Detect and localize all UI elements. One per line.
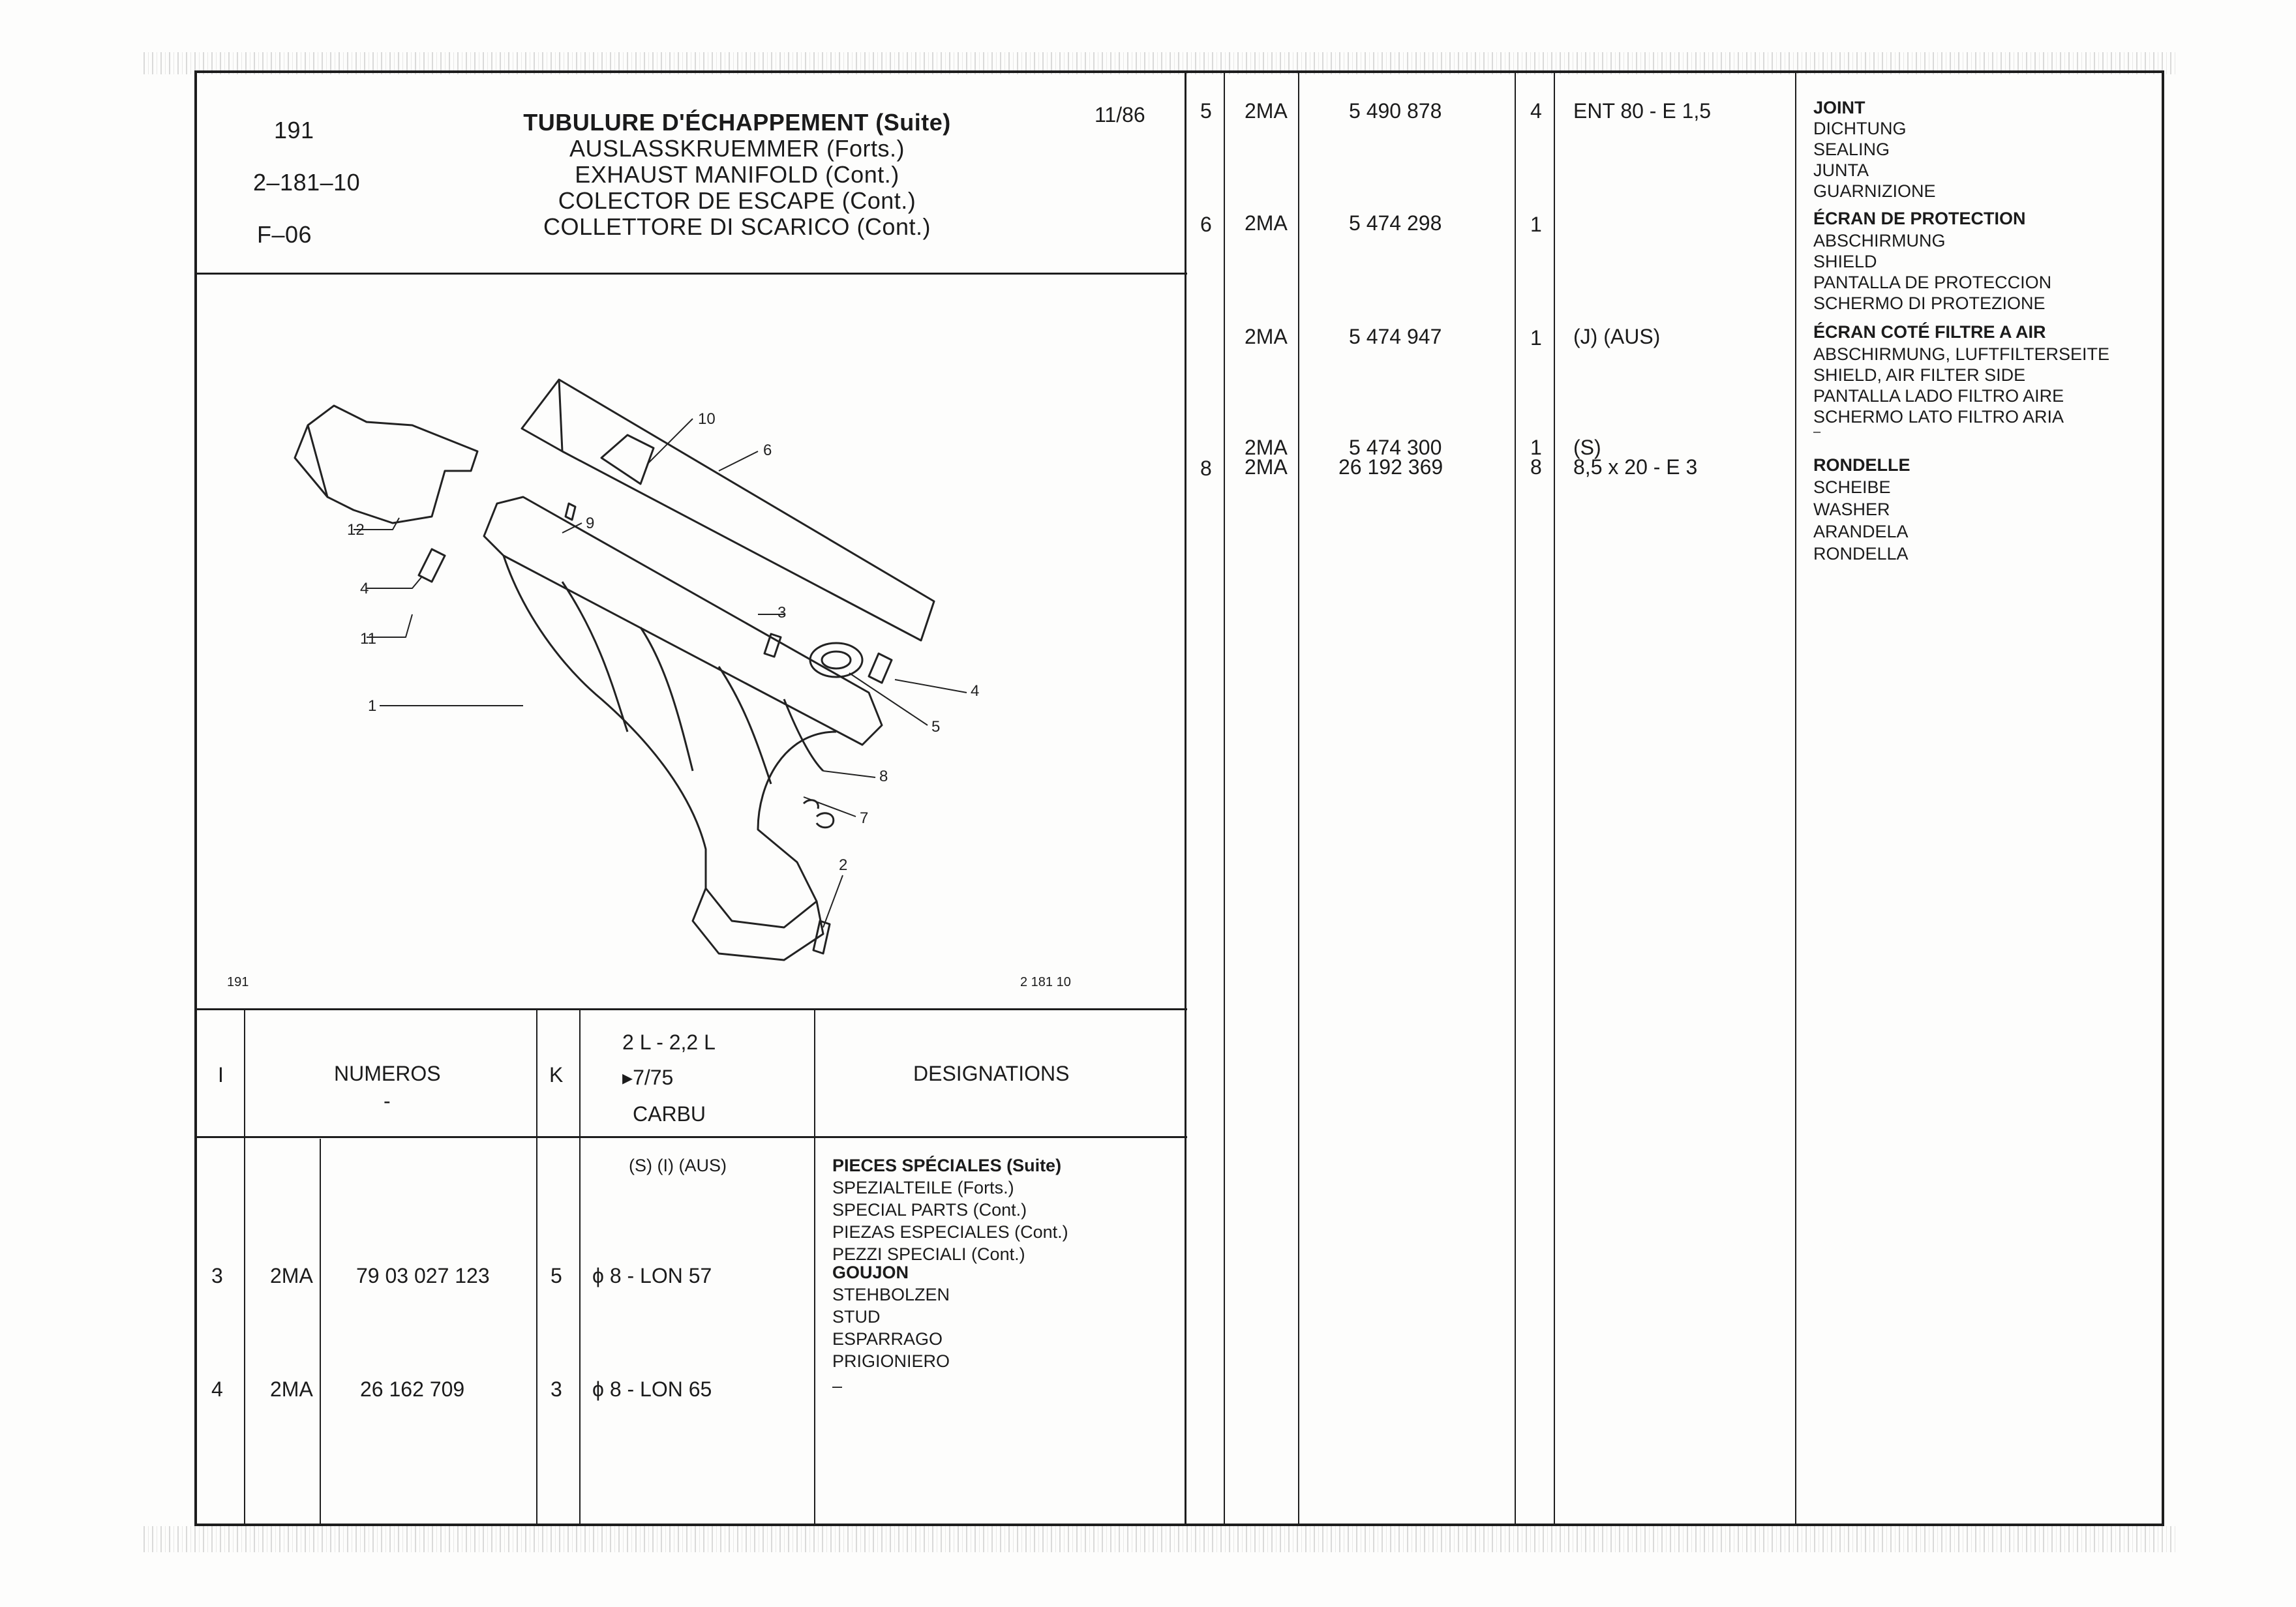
row-qty: 8 [1530, 455, 1542, 479]
row-desig-fr: GOUJON [832, 1263, 909, 1282]
row-model: 2MA [1245, 99, 1288, 123]
row-desig-de: STEHBOLZEN [832, 1285, 950, 1304]
title-es: COLECTOR DE ESCAPE (Cont.) [558, 187, 916, 214]
row-desig-es: PANTALLA LADO FILTRO AIRE [1813, 386, 2064, 406]
row-desig-de: ABSCHIRMUNG, LUFTFILTERSEITE [1813, 344, 2110, 364]
callout-7: 7 [860, 809, 869, 827]
callout-8: 8 [879, 768, 888, 785]
col-header-spec-1: 2 L - 2,2 L [622, 1030, 716, 1054]
row-number: 26 162 709 [360, 1377, 465, 1401]
row-desig-de: ABSCHIRMUNG [1813, 231, 1946, 250]
row-item: 8 [1200, 457, 1212, 480]
row-item: 6 [1200, 213, 1212, 236]
table-header-divider [194, 1136, 1187, 1138]
callout-4-right: 4 [971, 682, 980, 700]
row-model: 2MA [1245, 455, 1288, 479]
frame-right [2162, 70, 2164, 1526]
section-note: (S) (I) (AUS) [629, 1156, 727, 1175]
row-spec: ENT 80 - E 1,5 [1573, 99, 1712, 123]
row-desig-de: DICHTUNG [1813, 119, 1907, 138]
figure-label-right: 2 181 10 [1020, 975, 1071, 989]
row-number: 26 192 369 [1338, 455, 1443, 479]
row-spec: (S) [1573, 436, 1601, 459]
row-number: 5 474 947 [1349, 325, 1442, 348]
row-item: 4 [211, 1377, 223, 1401]
section-title-de: SPEZIALTEILE (Forts.) [832, 1178, 1014, 1197]
exhaust-manifold-diagram [197, 275, 1185, 1007]
title-fr: TUBULURE D'ÉCHAPPEMENT (Suite) [523, 109, 951, 136]
row-desig-it: GUARNIZIONE [1813, 181, 1936, 201]
table-row [1187, 210, 2162, 321]
row-number: 5 474 298 [1349, 211, 1442, 235]
table-row [1187, 455, 2162, 566]
row-desig-es: ESPARRAGO [832, 1329, 943, 1349]
row-qty: 3 [551, 1377, 562, 1401]
table-row [197, 1263, 1182, 1380]
frame-top [194, 70, 2164, 73]
col-header-spec-2: ▸7/75 [622, 1066, 674, 1089]
figure-divider [194, 1008, 1187, 1010]
col-header-k: K [549, 1063, 564, 1087]
frame-bottom [194, 1524, 2164, 1526]
row-desig-es: ARANDELA [1813, 522, 1909, 541]
left-panel-right-edge [1185, 70, 1186, 1526]
row-item: 5 [1200, 99, 1212, 123]
figure-label-left: 191 [227, 975, 249, 989]
row-desig-en: SHIELD [1813, 252, 1877, 271]
table-row [1187, 98, 2162, 209]
scan-noise-bottom [144, 1526, 2179, 1552]
row-qty: 1 [1530, 436, 1542, 459]
row-desig-en: STUD [832, 1307, 881, 1327]
row-desig-fr: ÉCRAN COTÉ FILTRE A AIR [1813, 322, 2046, 342]
table-row [1187, 323, 2162, 434]
left-shield-part [295, 406, 477, 523]
row-qty: 5 [551, 1264, 562, 1287]
ref-code: 2–181–10 [253, 169, 361, 196]
callout-10: 10 [698, 410, 716, 428]
row-qty: 4 [1530, 99, 1542, 123]
row-desig-en: WASHER [1813, 500, 1890, 519]
row-desig: – [1813, 425, 1821, 439]
row-desig-en: SEALING [1813, 140, 1890, 159]
row-model: 2MA [1245, 211, 1288, 235]
row-desig-fr: ÉCRAN DE PROTECTION [1813, 209, 2026, 228]
row-desig-de: SCHEIBE [1813, 477, 1891, 497]
row-item: 3 [211, 1264, 223, 1287]
row-model: 2MA [270, 1377, 313, 1401]
row-desig: – [832, 1376, 843, 1396]
row-desig-es: PANTALLA DE PROTECCION [1813, 273, 2052, 292]
title-en: EXHAUST MANIFOLD (Cont.) [575, 161, 899, 188]
row-number: 79 03 027 123 [356, 1264, 490, 1287]
table-row [1187, 425, 2162, 459]
row-model: 2MA [270, 1264, 313, 1287]
row-spec: 8,5 x 20 - E 3 [1573, 455, 1698, 479]
row-spec: ϕ 8 - LON 57 [592, 1264, 712, 1287]
col-header-designations: DESIGNATIONS [913, 1062, 1070, 1085]
callout-2: 2 [839, 856, 848, 874]
row-model: 2MA [1245, 325, 1288, 348]
row-desig-it: RONDELLA [1813, 544, 1909, 563]
fiche-code: F–06 [257, 221, 312, 248]
col-header-numeros-sub: - [384, 1089, 391, 1113]
shield-part [522, 380, 934, 640]
row-spec: (J) (AUS) [1573, 325, 1661, 348]
table-row [197, 1376, 1182, 1415]
callout-9: 9 [586, 515, 595, 532]
row-desig-es: JUNTA [1813, 160, 1869, 180]
header-divider [194, 273, 1187, 275]
row-qty: 1 [1530, 213, 1542, 236]
callout-5: 5 [931, 718, 941, 736]
callout-4-left: 4 [360, 580, 369, 597]
section-title-en: SPECIAL PARTS (Cont.) [832, 1200, 1027, 1220]
title-it: COLLETTORE DI SCARICO (Cont.) [543, 213, 931, 240]
row-number: 5 490 878 [1349, 99, 1442, 123]
callout-12: 12 [347, 521, 365, 539]
row-desig-fr: JOINT [1813, 98, 1865, 117]
row-desig-it: SCHERMO LATO FILTRO ARIA [1813, 407, 2064, 427]
callout-3: 3 [778, 604, 787, 622]
row-desig-it: SCHERMO DI PROTEZIONE [1813, 293, 2046, 313]
row-number: 5 474 300 [1349, 436, 1442, 459]
col-header-numeros: NUMEROS [334, 1062, 441, 1085]
row-desig-fr: RONDELLE [1813, 455, 1911, 475]
section-title-it: PEZZI SPECIALI (Cont.) [832, 1244, 1025, 1264]
callout-6: 6 [763, 442, 772, 459]
row-spec: ϕ 8 - LON 65 [592, 1377, 712, 1401]
page-number: 191 [274, 117, 314, 143]
callout-11: 11 [360, 630, 376, 648]
date: 11/86 [1095, 103, 1145, 127]
row-model: 2MA [1245, 436, 1288, 459]
title-de: AUSLASSKRUEMMER (Forts.) [569, 135, 905, 162]
row-desig-en: SHIELD, AIR FILTER SIDE [1813, 365, 2026, 385]
row-desig-it: PRIGIONIERO [832, 1351, 950, 1371]
col-header-i: I [218, 1063, 224, 1087]
callout-1: 1 [368, 697, 377, 715]
section-title-fr: PIECES SPÉCIALES (Suite) [832, 1156, 1062, 1175]
section-title-es: PIEZAS ESPECIALES (Cont.) [832, 1222, 1068, 1242]
manifold-pipes [504, 556, 836, 927]
col-header-spec-3: CARBU [633, 1102, 706, 1126]
row-qty: 1 [1530, 326, 1542, 350]
